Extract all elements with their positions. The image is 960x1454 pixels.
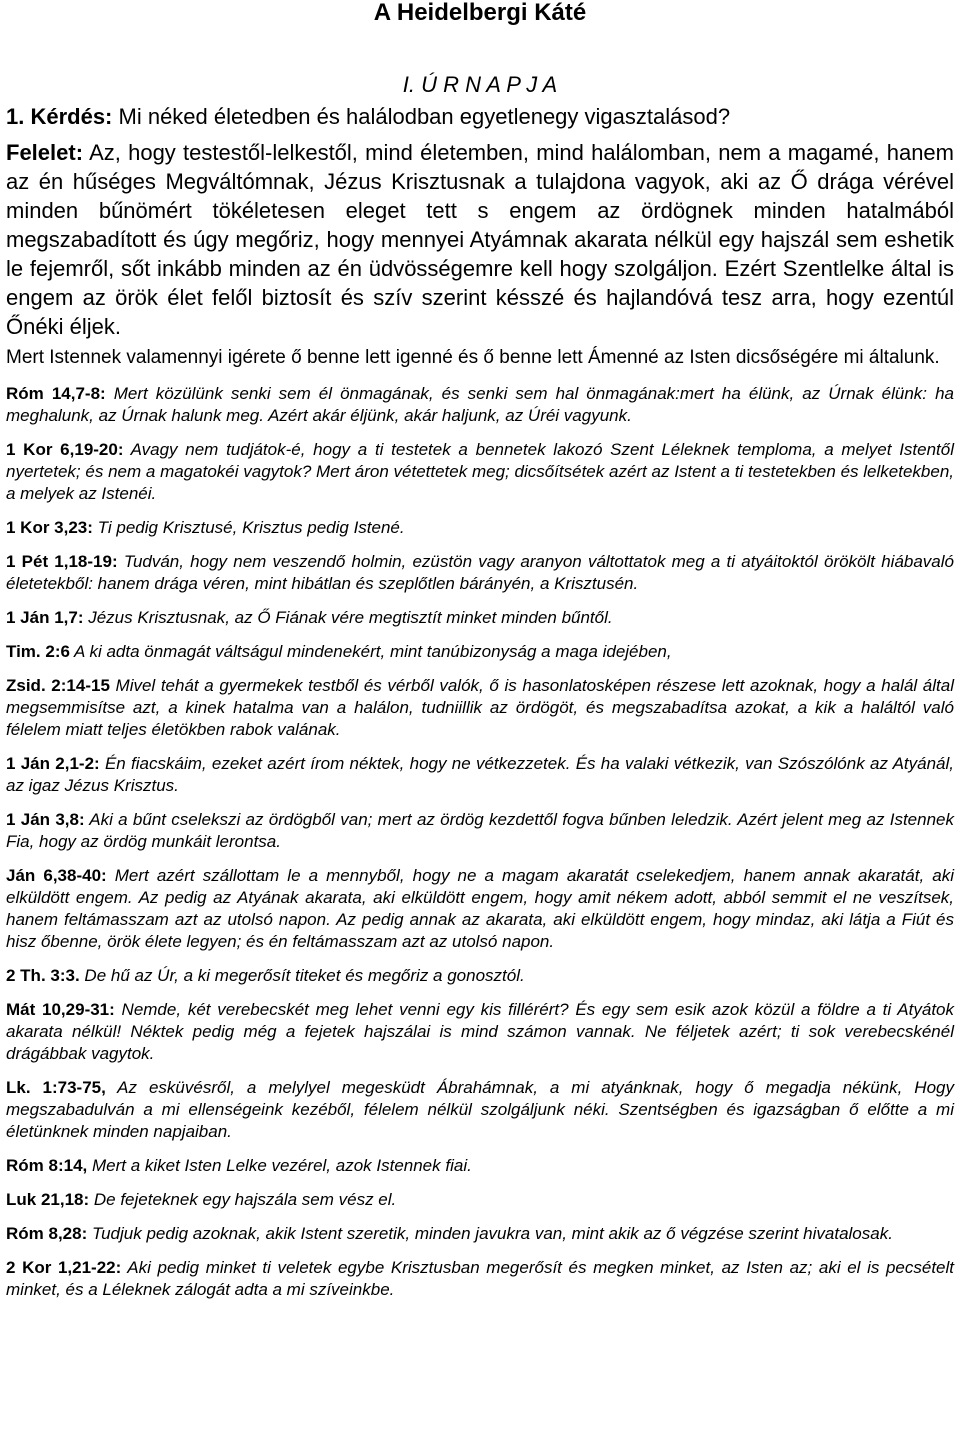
scripture-reference bbox=[6, 607, 954, 629]
reference-label: 2 Kor 1,21-22: bbox=[6, 1258, 122, 1277]
scripture-reference bbox=[6, 1155, 954, 1177]
scripture-reference bbox=[6, 1223, 954, 1245]
scripture-reference bbox=[6, 383, 954, 427]
reference-label: 1 Ján 1,7: bbox=[6, 608, 84, 627]
reference-label: Róm 8:14, bbox=[6, 1156, 88, 1175]
reference-label: Róm 8,28: bbox=[6, 1224, 88, 1243]
answer-label: Felelet: bbox=[6, 140, 84, 165]
scripture-reference bbox=[6, 999, 954, 1065]
scripture-reference bbox=[6, 551, 954, 595]
reference-text: Én fiacskáim, ezeket azért írom néktek, hogy ne vétkezzetek. És ha valaki vétkezik, van Szószólónk az Atyánál, az igaz Jézus Krisztus. bbox=[6, 754, 955, 795]
reference-label: Zsid. 2:14-15 bbox=[6, 676, 110, 695]
day-heading: I. Ú R N A P J A bbox=[402, 72, 558, 97]
scripture-reference bbox=[6, 1189, 954, 1211]
reference-label: Tim. 2:6 bbox=[6, 642, 70, 661]
reference-text: Mert azért szállottam le a mennyből, hogy ne a magam akaratát cselekedjem, hanem annak akaratát, aki elküldött engem. Az pedig az Atyának akarata, aki elküldött engem, hogy amit nékem adott, abból semmit el ne veszítsek, hanem feltámasszam azt az utolsó napon. Az pedig annak az akarata, aki elküldött engem, hogy mindaz, aki látja a Fiút és hisz őbenne, örök élete legyen; és én feltámasszam azt az utolsó napon. bbox=[6, 866, 954, 951]
scripture-reference bbox=[6, 865, 954, 953]
reference-label: 1 Kor 6,19-20: bbox=[6, 440, 124, 459]
reference-text: Tudjuk pedig azoknak, akik Istent szeretik, minden javukra van, mint akik az ő végzése szerint hivatalosak. bbox=[87, 1224, 893, 1243]
scripture-reference bbox=[6, 1257, 954, 1301]
reference-text: Jézus Krisztusnak, az Ő Fiának vére megtisztít minket minden bűntől. bbox=[83, 608, 613, 627]
question-label: 1. Kérdés: bbox=[6, 104, 113, 129]
reference-text: Az esküvésről, a melylyel megesküdt Ábrahámnak, a mi atyánknak, hogy ő megadja nékünk, Hogy megszabadulván a mi ellenségeink kezéből, félelem nélkül szolgáljunk néki. Szentségben és igazságban ő előtte a mi életünknek minden napjaiban. bbox=[6, 1078, 954, 1141]
scripture-reference bbox=[6, 809, 954, 853]
question bbox=[6, 104, 954, 130]
reference-text: Ti pedig Krisztusé, Krisztus pedig Istené. bbox=[92, 518, 405, 537]
question-text: Mi néked életedben és halálodban egyetlenegy vigasztalásod? bbox=[112, 104, 731, 129]
answer-text: Az, hogy testestől-lelkestől, mind életemben, mind halálomban, nem a magamé, hanem az én hűséges Megváltómnak, Jézus Krisztusnak a tulajdona vagyok, aki az Ő drága vérével minden bűnömért tökéletesen eleget tett s engem az ördögnek minden hatalmából megszabadított és úgy megőriz, hogy mennyei Atyámnak akarata nélkül egy hajszál sem eshetik le fejemről, sőt inkább minden az én üdvösségemre kell hogy szolgáljon. Ezért Szentlelke által is engem az örök élet felől biztosít és szív szerint késszé és hajlandóvá tesz arra, hogy ezentúl Őnéki éljek. bbox=[6, 140, 954, 339]
reference-text: Nemde, két verebecskét meg lehet venni egy kis fillérért? És egy sem esik azok közül a földre a ti Atyátok akarata nélkül! Néktek pedig még a fejetek hajszálai is mind számon vannak. Ne féljetek azért; ti sok verebecskénél drágábbak vagytok. bbox=[6, 1000, 954, 1063]
reference-text: Tudván, hogy nem veszendő holmin, ezüstön vagy aranyon váltottatok meg a ti atyáitoktól örökölt hiábavaló életetekből: hanem drága véren, mint hibátlan és szeplőtlen bárányén, a Krisztusén. bbox=[6, 552, 954, 593]
reference-text: De hű az Úr, a ki megerősít titeket és megőriz a gonosztól. bbox=[79, 966, 525, 985]
scripture-reference bbox=[6, 675, 954, 741]
scripture-references bbox=[6, 383, 954, 1301]
reference-text: Mert közülünk senki sem él önmagának, és senki sem hal önmagának:mert ha élünk, az Úrnak élünk: ha meghalunk, az Úrnak halunk meg. Azért akár éljünk, akár haljunk, az Úréi vagyunk. bbox=[6, 384, 954, 425]
reference-label: Lk. 1:73-75, bbox=[6, 1078, 106, 1097]
reference-text: Aki pedig minket ti veletek egybe Krisztusban megerősít és megken minket, az Isten az; aki el is pecsételt minket, és a Léleknek zálogát adta a mi szíveinkbe. bbox=[6, 1258, 954, 1299]
reference-text: De fejeteknek egy hajszála sem vész el. bbox=[89, 1190, 397, 1209]
reference-label: 1 Pét 1,18-19: bbox=[6, 552, 118, 571]
reference-text: Mert a kiket Isten Lelke vezérel, azok Istennek fiai. bbox=[87, 1156, 472, 1175]
reference-label: 2 Th. 3:3. bbox=[6, 966, 80, 985]
scripture-reference bbox=[6, 641, 954, 663]
reference-label: Luk 21,18: bbox=[6, 1190, 90, 1209]
reference-label: Róm 14,7-8: bbox=[6, 384, 106, 403]
scripture-reference bbox=[6, 753, 954, 797]
reference-label: 1 Ján 3,8: bbox=[6, 810, 85, 829]
reference-label: 1 Ján 2,1-2: bbox=[6, 754, 100, 773]
scripture-reference bbox=[6, 1077, 954, 1143]
reference-text: Aki a bűnt cselekszi az ördögből van; mert az ördög kezdettől fogva bűnben leledzik. Azért jelent meg az Istennek Fia, hogy az ördög munkáit lerontsa. bbox=[6, 810, 954, 851]
scripture-reference bbox=[6, 965, 954, 987]
reference-label: 1 Kor 3,23: bbox=[6, 518, 93, 537]
answer bbox=[6, 138, 954, 341]
reference-label: Ján 6,38-40: bbox=[6, 866, 107, 885]
amen-verse: Mert Istennek valamennyi igérete ő benne lett igenné és ő benne lett Ámenné az Isten dicsőségére mi általunk. bbox=[6, 347, 940, 368]
reference-text: Avagy nem tudjátok-é, hogy a ti testetek a bennetek lakozó Szent Léleknek temploma, a melyet Istentől nyertetek; és nem a magatokéi vagytok? Mert áron vétettetek meg; dicsőítsétek azért az Istent a ti testetekben és lelketekben, a melyek az Istenéi. bbox=[6, 440, 955, 503]
scripture-reference bbox=[6, 517, 954, 539]
scripture-reference bbox=[6, 439, 954, 505]
reference-label: Mát 10,29-31: bbox=[6, 1000, 115, 1019]
document-title: A Heidelbergi Káté bbox=[373, 0, 587, 26]
reference-text: A ki adta önmagát váltságul mindenekért, mint tanúbizonyság a maga idejében, bbox=[69, 642, 672, 661]
reference-text: Mivel tehát a gyermekek testből és vérből valók, ő is hasonlatosképen részese lett azoknak, hogy a halál által megsemmisítse azt, a kinek hatalma van a halálon, tudniillik az ördögöt, és megszabadítsa azokat, a kik a haláltól való félelem miatt teljes életökben rabok valának. bbox=[6, 676, 954, 739]
